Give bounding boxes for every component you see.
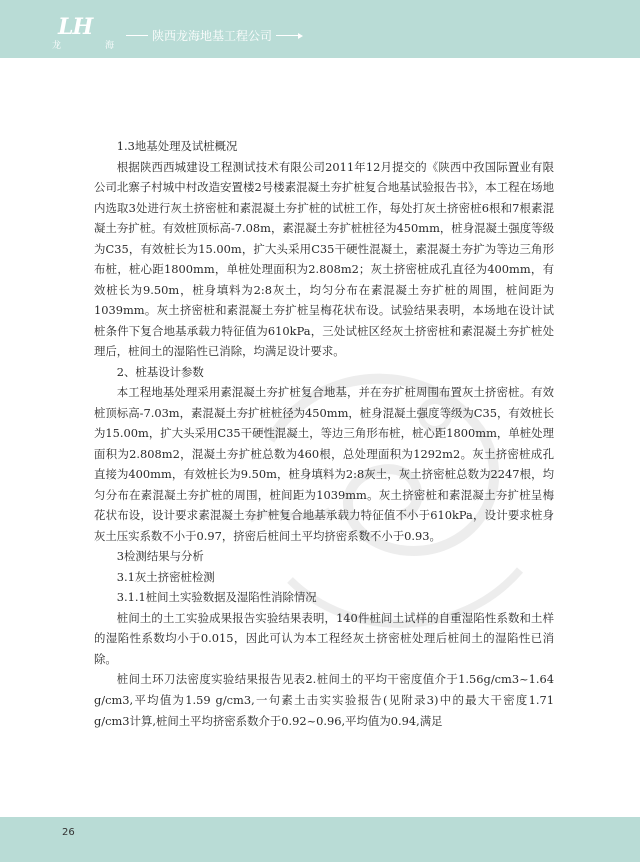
logo-right-char: 海: [104, 41, 114, 51]
title-left-line: [126, 35, 148, 36]
logo-mark: LH: [58, 14, 93, 40]
paragraph-design-parameters: 本工程地基处理采用素混凝土夯扩桩复合地基，并在夯扩桩周围布置灰土挤密桩。有效桩顶标高-7.03m，素混凝土夯扩桩桩径为450mm，桩身混凝土强度等级为C35，有效桩长为15.00m，扩大头采用C35干硬性混凝土，等边三角形布桩，桩心距1800mm，单桩处理面积为2.808m2，混凝土夯扩桩总数为460根，总处理面积为1292m2。灰土挤密桩成孔直接为400mm，有效桩长为9.50m，桩身填料为2:8灰土，灰土挤密桩总数为2247根，均匀分布在素混凝土夯扩桩的周围，桩间距为1039mm。灰土挤密桩和素混凝土夯扩桩呈梅花状布设，设计要求素混凝土夯扩桩复合地基承载力特征值不小于610kPa，设计要求桩身灰土压实系数不小于0.97，挤密后桩间土平均挤密系数不小于0.93。: [94, 385, 554, 543]
section-heading-2: 2、桩基设计参数: [116, 364, 204, 379]
section-heading-3-1-1: 3.1.1桩间土实验数据及湿陷性消除情况: [116, 590, 317, 604]
company-logo: [52, 14, 114, 50]
section-heading-3-1: 3.1灰土挤密桩检测: [116, 569, 215, 584]
company-title-row: [126, 27, 303, 44]
paragraph-density-results: 桩间土环刀法密度实验结果报告见表2.桩间土的平均干密度值介于1.56g/cm3~1.64 g/cm3,平均值为1.59 g/cm3,一句素土击实实验报告(见附录3)中的最大干密度1.71 g/cm3计算,桩间土平均挤密系数介于0.92~0.96,平均值为0.94,满足: [94, 672, 554, 728]
arrow-icon: [298, 33, 303, 39]
section-heading-3: 3检测结果与分析: [116, 549, 204, 563]
company-name: 陕西龙海地基工程公司: [152, 29, 273, 43]
footer-band: [0, 817, 640, 862]
paragraph-collapsibility: 桩间土的土工实验成果报告实验结果表明，140件桩间土试样的自重湿陷性系数和土样的湿陷性系数均小于0.015，因此可认为本工程经灰土挤密桩处理后桩间土的湿陷性已消除。: [94, 610, 554, 666]
title-right-line: [276, 35, 298, 36]
logo-left-char: 龙: [52, 41, 62, 51]
section-heading-1-3: 1.3地基处理及试桩概况: [116, 139, 238, 153]
document-body: [94, 136, 554, 732]
page-number: 26: [62, 827, 75, 838]
header-band: [0, 0, 640, 58]
logo-subtext: [52, 38, 114, 51]
paragraph-test-pile-overview: 根据陕西西城建设工程测试技术有限公司2011年12月提交的《陕西中孜国际置业有限公司北寨子村城中村改造安置楼2号楼素混凝土夯扩桩复合地基试验报告书》，本工程在场地内选取3处进行灰土挤密桩和素混凝土夯扩桩的试桩工作，每处打灰土挤密桩6根和7根素混凝土夯扩桩。有效桩顶标高-7.08m，素混凝土夯扩桩桩径为450mm，桩身混凝土强度等级为C35，有效桩长为15.00m，扩大头采用C35干硬性混凝土，素混凝土夯扩为等边三角形布桩，桩心距1800mm，单桩处理面积为2.808m2；灰土挤密桩成孔直径为400mm，有效桩长为9.50m，桩身填料为2:8灰土，均匀分布在素混凝土夯扩桩的周围，桩间距为1039mm。灰土挤密桩和素混凝土夯扩桩呈梅花状布设。试验结果表明，本场地在设计试桩条件下复合地基承载力特征值为610kPa，三处试桩区经灰土挤密桩和素混凝土夯扩桩处理后，桩间土的湿陷性已消除，均满足设计要求。: [94, 159, 554, 358]
